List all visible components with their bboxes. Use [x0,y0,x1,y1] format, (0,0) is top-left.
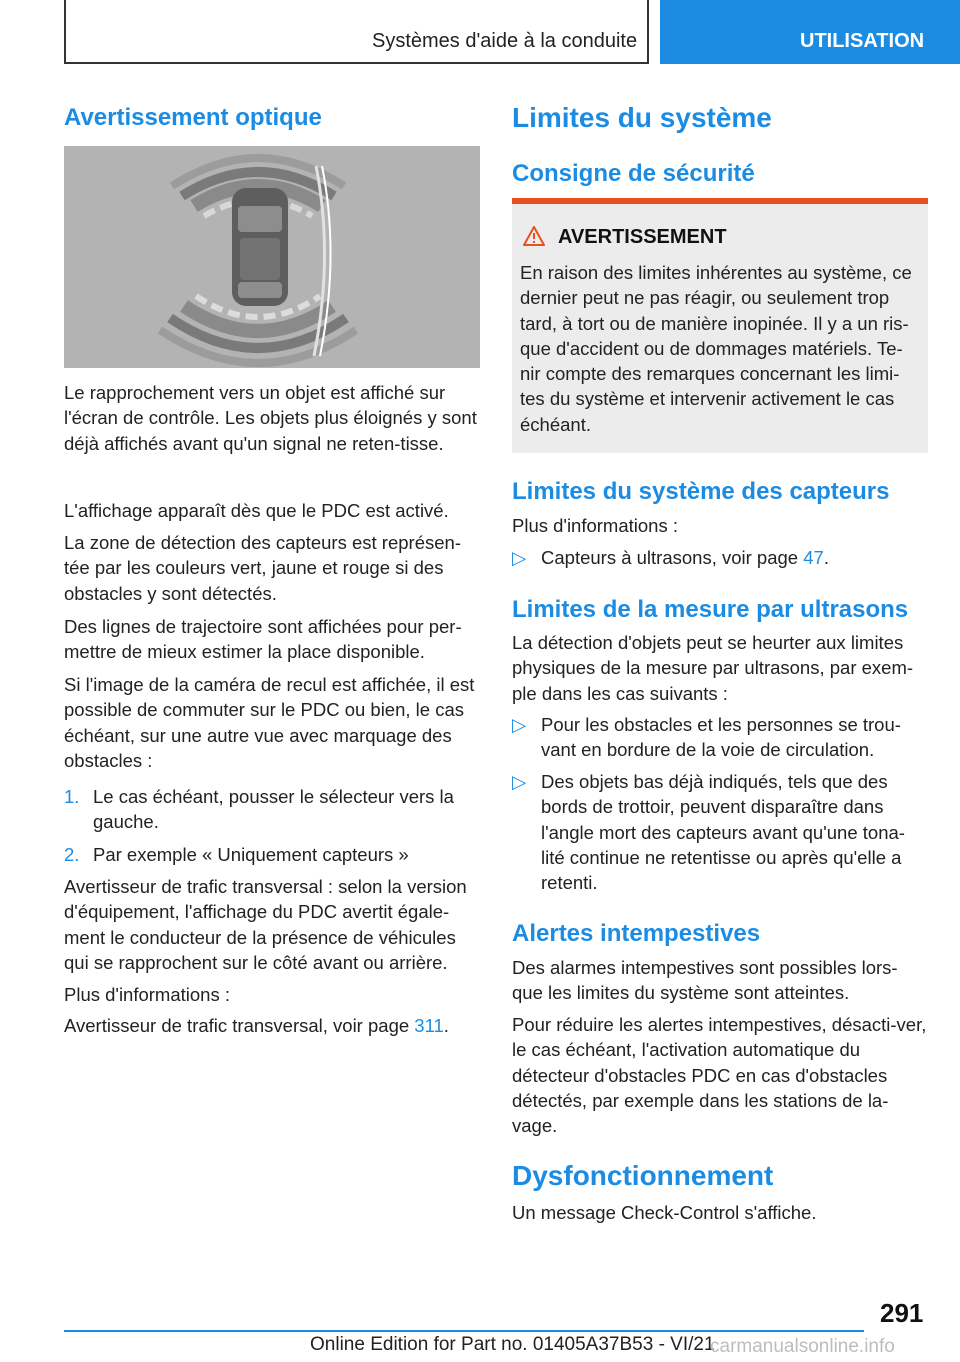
para-false-alerts-1: Des alarmes intempestives sont possibles lors-que les limites du système sont atteintes. [512,957,898,1004]
pdc-display-image [64,146,480,368]
step-text: Le cas échéant, pousser le sélecteur vers la gauche. [93,786,454,833]
page-link-47[interactable]: 47 [803,547,824,568]
footer-edition: Online Edition for Part no. 01405A37B53 - VI/21 [310,1334,715,1355]
list-item [512,712,928,764]
warning-title: AVERTISSEMENT [558,226,727,248]
para-cross-traffic: Avertisseur de trafic transversal : selon la version d'équipement, l'affichage du PDC avertit égale-ment le conducteur de la présence de véhicules qui se rapprochent sur le côté avant ou arrière. [64,876,467,973]
para-ultrasound: La détection d'objets peut se heurter aux limites physiques de la mesure par ultrasons, par exem-ple dans les cas suivants : [512,632,914,704]
para-malfunction: Un message Check-Control s'affiche. [512,1202,817,1223]
step-number: 1. [64,786,80,807]
bullet-text: Des objets bas déjà indiqués, tels que des bords de trottoir, peuvent disparaître dans l'angle mort des capteurs avant qu'une tona-lité continue ne retentisse ou après qu'elle a retenti. [541,771,905,894]
list-item [512,769,928,897]
reference-end: . [443,1015,449,1036]
page-number: 291 [880,1298,924,1328]
heading-false-alerts: Alertes intempestives [512,920,761,947]
bullet-icon: ▷ [512,547,527,568]
list-item [512,545,928,571]
warning-triangle-icon [523,226,545,246]
heading-ultrasound-limits: Limites de la mesure par ultrasons [512,596,909,623]
heading-sensor-limits: Limites du système des capteurs [512,478,890,505]
bullet-text: Pour les obstacles et les personnes se trou-vant en bordure de la voie de circulation. [541,714,901,761]
heading-system-limits: Limites du système [512,102,772,133]
bullet-ref-text: Capteurs à ultrasons, voir page [541,547,804,568]
footer-divider [64,1330,864,1332]
para-reference [64,1013,480,1038]
heading-malfunction: Dysfonctionnement [512,1160,774,1191]
list-item [64,842,480,868]
header-section-title: Systèmes d'aide à la conduite [372,30,638,52]
para-more-info: Plus d'informations : [64,984,230,1005]
step-number: 2. [64,844,80,865]
para-sensor-info: Plus d'informations : [512,515,678,536]
page-link-311[interactable]: 311 [414,1015,444,1036]
parking-sensor-illustration [64,146,480,368]
bullet-text [541,545,928,570]
step-text: Par exemple « Uniquement capteurs » [93,844,409,865]
warning-text: En raison des limites inhérentes au système, ce dernier peut ne pas réagir, ou seulement trop tard, à tort ou de manière inopinée. Il y a un ris-que d'accident ou de dommages matériels. Te-nir compte des remarques concernant les limi-tes du système et intervenir activement le cas échéant. [520,262,912,435]
watermark: carmanualsonline.info [710,1336,895,1357]
bullet-icon: ▷ [512,714,527,735]
bullet-ref-end: . [823,547,829,568]
para-detection-zone: La zone de détection des capteurs est représen-tée par les couleurs vert, jaune et rouge si des obstacles y sont détectés. [64,532,461,604]
para-trajectory: Des lignes de trajectoire sont affichées pour per-mettre de mieux estimer la place disponible. [64,616,462,663]
para-display: L'affichage apparaît dès que le PDC est activé. [64,500,449,521]
warning-box [512,198,928,453]
para-camera: Si l'image de la caméra de recul est affichée, il est possible de commuter sur le PDC ou bien, le cas échéant, sur une autre vue avec marquage des obstacles : [64,674,475,771]
header-tab [660,0,960,64]
para-false-alerts-2: Pour réduire les alertes intempestives, désacti-ver, le cas échéant, l'activation automatique du détecteur d'obstacles PDC en cas d'obstacles détectés, par exemple dans les stations de la-vage. [512,1014,927,1137]
heading-safety-notice: Consigne de sécurité [512,160,755,187]
para-approach: Le rapprochement vers un objet est affiché sur l'écran de contrôle. Les objets plus éloignés y sont déjà affichés avant qu'un signal ne reten-tisse. [64,382,477,454]
header-tab-label: UTILISATION [800,30,925,52]
heading-optical-warning: Avertissement optique [64,104,322,131]
reference-text: Avertisseur de trafic transversal, voir page [64,1015,415,1036]
list-item [64,784,480,836]
bullet-icon: ▷ [512,771,527,792]
